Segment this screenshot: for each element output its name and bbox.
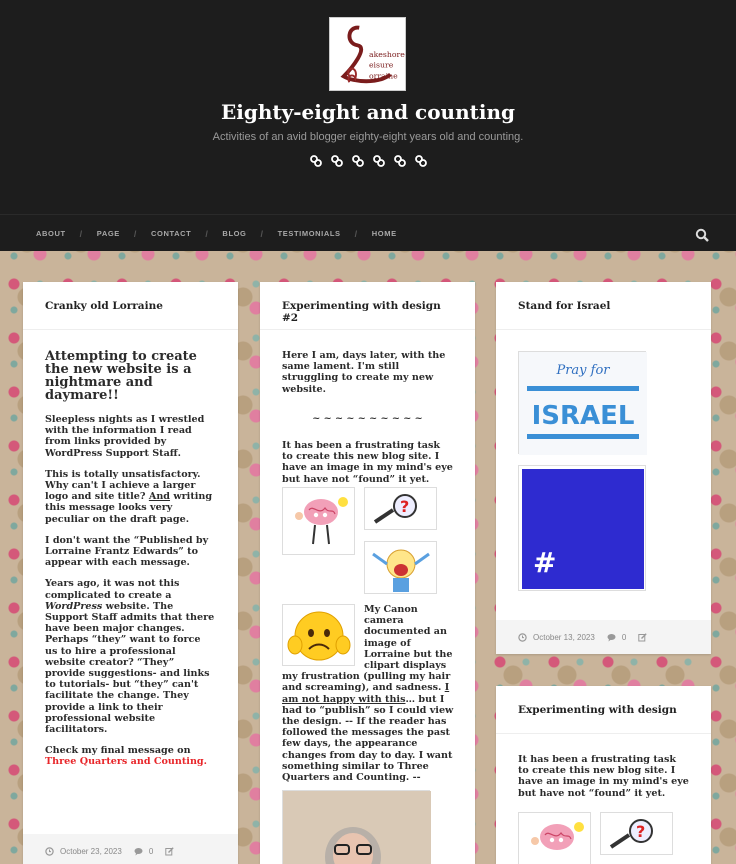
nav-separator: / — [133, 228, 137, 239]
nav-separator: / — [354, 228, 358, 239]
post-heading: Attempting to create the new website is a nightmare and daymare!! — [45, 349, 197, 403]
post-paragraph: I don't want the “Published by Lorraine Frantz Edwards” to appear with each message. — [45, 534, 209, 569]
post-title[interactable]: Stand for Israel — [496, 282, 711, 330]
site-header — [0, 0, 736, 214]
post-card — [260, 282, 475, 864]
text-run: This is totally unsatisfactory. Why can't I achieve a larger logo and site title? — [45, 468, 201, 503]
magnifier-clipart-image[interactable] — [600, 812, 673, 855]
comments-icon — [607, 633, 616, 642]
text-run: My Canon camera documented an image of Lorraine but the clipart displays my frustration (pulling my hair and screaming), and sadness. — [282, 604, 453, 694]
nav-item-blog[interactable]: BLOG — [222, 229, 247, 238]
link-icon[interactable] — [373, 153, 385, 167]
post-content — [23, 330, 238, 768]
text-run: Check my final message on — [45, 745, 191, 757]
hashtag-text: # — [533, 546, 557, 579]
comments-icon — [134, 847, 143, 856]
nav-item-home[interactable]: HOME — [371, 229, 397, 238]
clock-icon — [45, 847, 54, 856]
link-icon[interactable] — [310, 153, 322, 167]
svg-text:?: ? — [400, 497, 410, 516]
nav-separator: / — [79, 228, 83, 239]
divider-text: ~ ~ ~ ~ ~ ~ ~ ~ ~ ~ — [312, 412, 423, 424]
brain-clipart-image[interactable] — [518, 812, 591, 864]
edit-icon[interactable] — [638, 633, 647, 642]
logo-text-1: akeshore — [368, 49, 405, 59]
logo-text-3: orraine — [368, 71, 398, 81]
text-run: Years ago, it was not this complicated to create a — [45, 578, 180, 601]
text-run: website. The Support Staff admits that there have been major changes. Perhaps “they” want to force us to hire a professional website creator? “They” provide suggestions- and links to tutorials- but “they” can't facilitate the change. They provide a link to their professional website facilitators. — [45, 600, 215, 736]
post-paragraph — [45, 745, 216, 767]
search-icon[interactable] — [695, 227, 709, 241]
svg-text:?: ? — [636, 822, 646, 841]
screaming-clipart-image[interactable] — [364, 541, 437, 594]
underlined-text: And — [148, 491, 171, 503]
israel-text: ISRAEL — [531, 401, 635, 431]
link-icon[interactable] — [352, 153, 364, 167]
post-paragraph: It has been a frustrating task to create this new blog site. I have an image in my mind's eye but have not “found” it yet. — [282, 440, 453, 485]
nav-item-about[interactable]: ABOUT — [36, 229, 66, 238]
pray-text: Pray for — [556, 363, 610, 378]
post-card — [496, 686, 711, 864]
site-logo[interactable] — [329, 17, 406, 91]
post-title[interactable]: Cranky old Lorraine — [23, 282, 238, 330]
post-content — [496, 734, 711, 799]
site-title[interactable]: Eighty-eight and counting — [221, 100, 515, 124]
brain-clipart-image[interactable] — [282, 487, 355, 555]
nav-item-page[interactable]: PAGE — [96, 229, 120, 238]
edit-icon[interactable] — [165, 847, 174, 856]
three-quarters-link[interactable]: Three Quarters and Counting. — [45, 756, 207, 768]
underlined-text: I am not happy with this — [282, 682, 450, 705]
post-footer — [496, 620, 711, 654]
post-card — [23, 282, 238, 864]
pray-for-israel-image[interactable] — [518, 351, 646, 454]
lorraine-photo[interactable] — [282, 790, 430, 864]
link-icon[interactable] — [331, 153, 343, 167]
post-content — [260, 330, 475, 485]
post-card — [496, 282, 711, 654]
magnifier-clipart-image[interactable] — [364, 487, 437, 530]
nav-item-contact[interactable]: CONTACT — [151, 229, 192, 238]
emphasis-text: WordPress — [45, 600, 103, 612]
post-paragraph — [45, 469, 216, 525]
nav-item-testimonials[interactable]: TESTIMONIALS — [277, 229, 341, 238]
clock-icon — [518, 633, 527, 642]
main-navigation — [0, 214, 736, 251]
float-spacer — [282, 604, 364, 666]
comment-count[interactable]: 0 — [148, 846, 154, 856]
post-paragraph: Here I am, days later, with the same lament. I'm still struggling to create my new website. — [282, 350, 446, 395]
text-run: … but I had to “publish” so I could view the design. -- If the reader has followed the messages the past few days, the appearance changes from day to day. I want something similar to Three Quarters and Counting. -- — [282, 693, 454, 784]
post-title[interactable]: Experimenting with design — [496, 686, 711, 734]
post-paragraph: Sleepless nights as I wrestled with the information I read from links provided by WordPress Support Staff. — [45, 414, 205, 459]
post-date[interactable]: October 23, 2023 — [60, 846, 122, 856]
link-icon[interactable] — [394, 153, 406, 167]
social-links — [0, 153, 736, 167]
post-paragraph — [282, 604, 454, 783]
nav-separator: / — [260, 228, 264, 239]
logo-text-2: eisure — [368, 60, 394, 70]
post-footer — [23, 834, 238, 864]
site-description: Activities of an avid blogger eighty-eight years old and counting. — [212, 131, 524, 143]
post-paragraph — [45, 578, 216, 735]
post-paragraph: It has been a frustrating task to create this new blog site. I have an image in my mind's eye but have not “found” it yet. — [518, 754, 689, 799]
nav-separator: / — [205, 228, 209, 239]
hashtag-image[interactable] — [518, 465, 646, 591]
comment-count[interactable]: 0 — [621, 632, 627, 642]
post-date[interactable]: October 13, 2023 — [533, 632, 595, 642]
text-run: writing this message looks very peculiar on the draft page. — [45, 491, 213, 525]
link-icon[interactable] — [415, 153, 427, 167]
post-title[interactable]: Experimenting with design #2 — [260, 282, 475, 330]
